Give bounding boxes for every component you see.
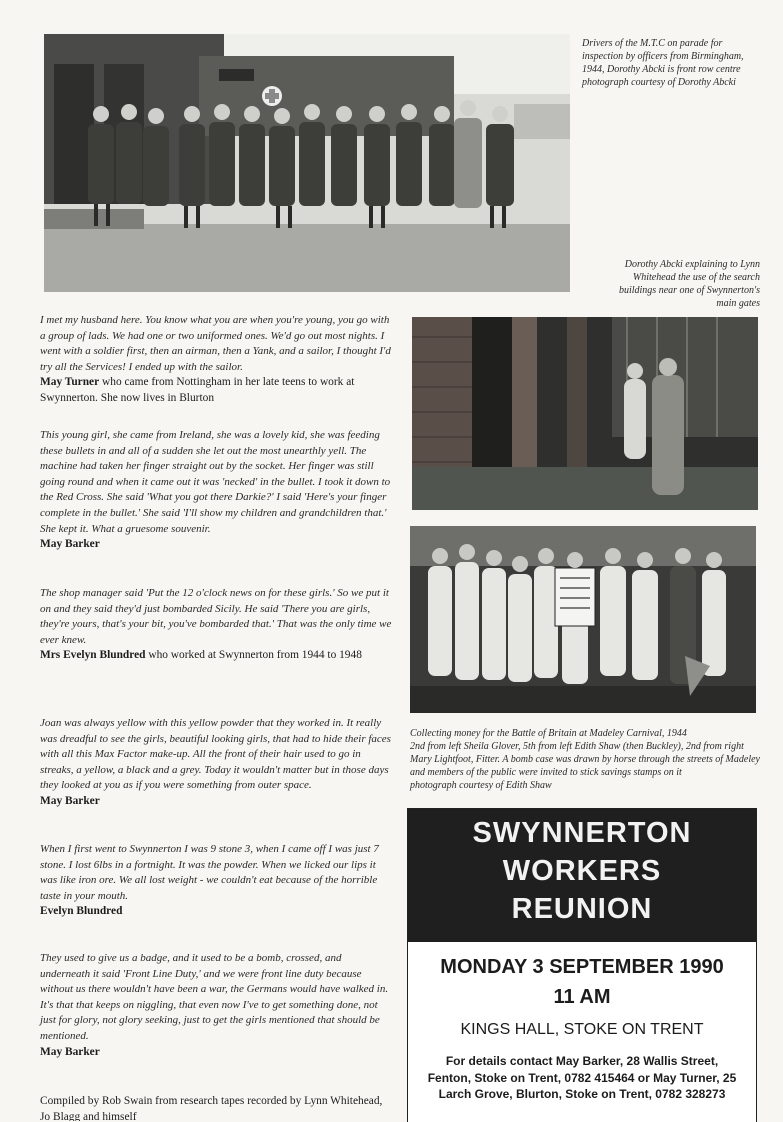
quote-attribution — [40, 1045, 392, 1061]
quote-block — [40, 428, 392, 553]
quote-attribution — [40, 794, 392, 810]
poster-time: 11 AM — [553, 986, 611, 1008]
drivers-parade-photo — [44, 34, 570, 292]
poster-title-line1: SWYNNERTON — [472, 817, 692, 849]
carnival-caption-text: Collecting money for the Battle of Britain at Madeley Carnival, 1944 — [410, 728, 687, 739]
quote-attribution — [40, 904, 392, 920]
drivers-caption-text: Drivers of the M.T.C on parade for inspection by officers from Birmingham, 1944, Dorothy Abcki is front row centre — [582, 38, 744, 75]
reunion-poster — [407, 808, 757, 1122]
carnival-photo — [410, 526, 756, 713]
quote-text: I met my husband here. You know what you are when you're young, you go with a group of lads. We had one or two uniformed ones. We'd go out most nights. I went with a soldier first, then an airman, then a Yank, and a sailor, I thought I'd try all the Services! I ended up with the sailor. — [40, 314, 391, 373]
quote-speaker: Mrs Evelyn Blundred — [40, 649, 146, 662]
poster-date: MONDAY 3 SEPTEMBER 1990 — [440, 956, 724, 978]
poster-title-line2: WORKERS — [502, 855, 662, 887]
compiled-credit — [40, 1094, 392, 1121]
poster-heading — [408, 809, 756, 942]
quote-attribution — [40, 648, 392, 664]
drivers-credit: photograph courtesy of Dorothy Abcki — [582, 77, 736, 88]
gates-caption-text: Dorothy Abcki explaining to Lynn Whitehead the use of the search buildings near one of Swynnerton's main gates — [618, 259, 760, 309]
quote-text: Joan was always yellow with this yellow powder that they worked in. It really was dreadful to see the girls, beautiful looking girls, that had to hide their faces with all this Max Factor make-up. All the front of their hair used to go in streaks, a yellow, a black and a grey. Today it wouldn't matter but in those days they looked at you as if you were something from outer space. — [40, 717, 391, 792]
carnival-caption — [410, 727, 760, 792]
quote-block — [40, 313, 392, 407]
quote-text: They used to give us a badge, and it used to be a bomb, crossed, and underneath it said 'Front Line Duty,' and we were front line duty because without us there wouldn't have been a war, the Germans would have walked in. It's that that keeps on niggling, that even now I've to get something done, not just for glory, not glory seeking, just to get the girls mentioned that should be mentioned. — [40, 952, 389, 1042]
quote-speaker: May Barker — [40, 794, 100, 807]
quote-text: When I first went to Swynnerton I was 9 stone 3, when I came off I was just 7 stone. I lost 6lbs in a fortnight. It was the powder. When we licked our lips it was like iron ore. We all lost weight - we couldn't eat because of the horrible taste in your mouth. — [40, 843, 379, 902]
quote-speaker: May Barker — [40, 538, 100, 551]
quote-text: This young girl, she came from Ireland, she was a lovely kid, she was feeding these bullets in and all of a sudden she let out the most unearthly yell. The machine had taken her finger straight out by the socket. Her finger was still going round and when it came out it was 'necked' in the bullet. I took it down to the Red Cross. She said 'What you got there Darkie?' I said 'Here's your finger complete in the bullet.' She said 'I'll show my children and grandchildren that.' She kept it. What a gruesome souvenir. — [40, 429, 391, 535]
gates-caption — [600, 258, 760, 310]
poster-title-line3: REUNION — [511, 893, 653, 925]
quote-speaker: May Turner — [40, 376, 100, 389]
drivers-caption — [582, 37, 757, 89]
quote-note: who came from Nottingham in her late teens to work at Swynnerton. She now lives in Blurton — [40, 376, 355, 404]
carnival-credit: photograph courtesy of Edith Shaw — [410, 780, 552, 791]
quote-attribution — [40, 537, 392, 553]
search-buildings-photo — [412, 317, 758, 510]
quote-attribution — [40, 375, 392, 406]
quote-speaker: Evelyn Blundred — [40, 905, 123, 918]
quote-text: The shop manager said 'Put the 12 o'clock news on for these girls.' So we put it on and they said they'd just bombarded Sicily. He said 'There you are girls, they're yours, that's your bit, you've bombarded that.' That was the only time we ever knew. — [40, 587, 392, 646]
quote-block — [40, 951, 392, 1060]
compiled-text: Compiled by Rob Swain from research tapes recorded by Lynn Whitehead, Jo Blagg and himself — [40, 1095, 383, 1121]
quote-block — [40, 842, 392, 920]
poster-details: For details contact May Barker, 28 Wallis Street, Fenton, Stoke on Trent, 0782 415464 or May Turner, 25 Larch Grove, Blurton, Stoke on Trent, 0782 328273 — [427, 1054, 737, 1101]
poster-venue: KINGS HALL, STOKE ON TRENT — [460, 1021, 704, 1038]
quote-block — [40, 716, 392, 810]
quote-speaker: May Barker — [40, 1045, 100, 1058]
carnival-caption-detail: 2nd from left Sheila Glover, 5th from left Edith Shaw (then Buckley), 2nd from right Mary Lightfoot, Fitter. A bomb case was drawn by horse through the streets of Madeley and members of the public were invited to stick savings stamps on it — [410, 741, 760, 778]
quote-block — [40, 586, 392, 664]
quote-note: who worked at Swynnerton from 1944 to 1948 — [145, 649, 362, 662]
